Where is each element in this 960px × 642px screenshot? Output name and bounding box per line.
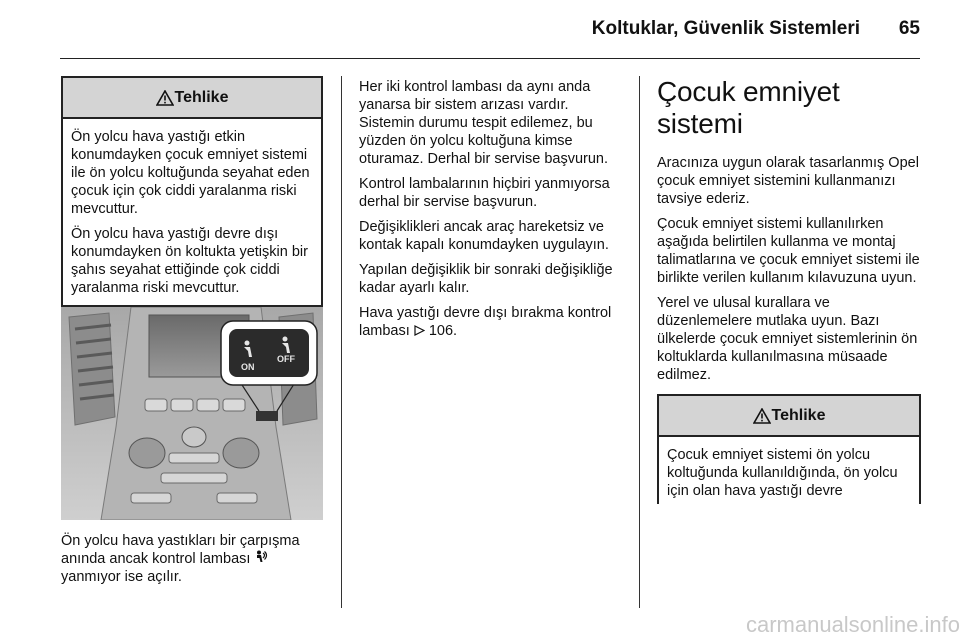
column-left: [61, 76, 323, 307]
indicator-on-label: ON: [241, 362, 255, 372]
warning-triangle-icon: [156, 90, 174, 106]
page-reference-icon: [414, 325, 425, 336]
column-divider-left: [341, 76, 342, 608]
section-heading: Çocuk emniyet sistemi: [657, 76, 840, 139]
body-paragraph: Değişiklikleri ancak araç hareketsiz ve kontak kapalı konumdayken uygulayın.: [359, 219, 609, 253]
warning-label: Tehlike: [174, 88, 229, 106]
body-paragraph: Çocuk emniyet sistemi kullanılırken aşağıda belirtilen kullanma ve montaj talimatlarına ve çocuk emniyet sistemi ile birlikte verilen kullanım kılavuzuna uyun.: [657, 216, 920, 286]
warning-body: [63, 119, 321, 305]
header-rule: [60, 58, 920, 59]
body-paragraph: Her iki kontrol lambası da aynı anda yanarsa bir sistem arızası vardır. Sistemin durumu tespit edilemez, bu yüzden ön yolcu koltuğuna kimse oturamaz. Derhal bir servise başvurun.: [359, 79, 609, 167]
column-right: [657, 76, 921, 504]
warning-box: [657, 394, 921, 504]
body-paragraph: Aracınıza uygun olarak tasarlanmış Opel çocuk emniyet sistemini kullanmanızı tavsiye ederiz.: [657, 155, 919, 207]
reference-page-link[interactable]: 106.: [428, 323, 458, 339]
body-paragraph: Yerel ve ulusal kurallara ve düzenlemelere mutlaka uyun. Bazı ülkelerde çocuk emniyet sistemlerinin ön koltuklarda kullanılmasına müsaade edilmez.: [657, 295, 918, 383]
photo-caption: [61, 532, 327, 586]
body-paragraph: Yapılan değişiklik bir sonraki değişikliğe kadar ayarlı kalır.: [359, 262, 613, 296]
reference-text: Hava yastığı devre dışı bırakma kontrol lambası: [359, 305, 612, 339]
warning-label: Tehlike: [771, 406, 826, 424]
dashboard-photo: [61, 307, 323, 520]
warning-body: [659, 437, 919, 513]
body-paragraph: Kontrol lambalarının hiçbiri yanmıyorsa derhal bir servise başvurun.: [359, 176, 610, 210]
warning-paragraph: Çocuk emniyet sistemi ön yolcu koltuğunda kullanıldığında, ön yolcu için olan hava yastığı devre: [667, 447, 898, 499]
warning-paragraph: Ön yolcu hava yastığı devre dışı konumdayken ön koltukta yetişkin bir şahıs seyahat ettiğinde çok ciddi yaralanma riski mevcuttur.: [71, 226, 308, 296]
watermark: carmanualsonline.info: [745, 612, 960, 637]
dashboard-illustration: [61, 307, 323, 520]
warning-paragraph: Ön yolcu hava yastığı etkin konumdayken çocuk emniyet sistemi ile ön yolcu koltuğunda seyahat eden çocuk için çok ciddi yaralanma riski mevcuttur.: [71, 129, 310, 217]
warning-box: [61, 76, 323, 307]
column-middle: [359, 78, 623, 347]
page-header-title: Koltuklar, Güvenlik Sistemleri: [591, 18, 860, 39]
body-paragraph: [359, 304, 623, 340]
page-number: 65: [898, 18, 920, 39]
indicator-off-label: OFF: [277, 354, 295, 364]
column-divider-right: [639, 76, 640, 608]
warning-header: [659, 396, 919, 437]
warning-header: [63, 78, 321, 119]
warning-triangle-icon: [753, 408, 771, 424]
caption-text-before: Ön yolcu hava yastıkları bir çarpışma anında ancak kontrol lambası: [61, 533, 300, 567]
caption-text-after: yanmıyor ise açılır.: [61, 569, 182, 585]
airbag-on-icon: [254, 550, 268, 564]
